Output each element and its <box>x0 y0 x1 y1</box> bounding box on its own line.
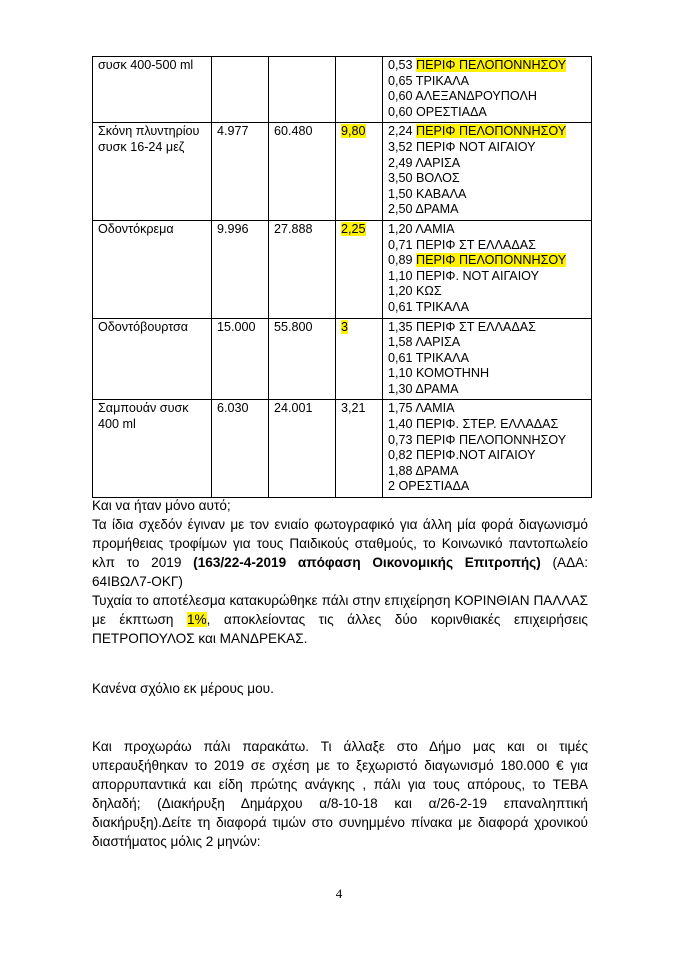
highlighted-region: ΠΕΡΙΦ ΠΕΛΟΠΟΝΝΗΣΟΥ <box>416 253 567 268</box>
committee-decision: (163/22-4-2019 απόφαση Οικονομικής Επιτροπής) <box>193 555 541 570</box>
unit-price-cell <box>336 400 383 498</box>
price-line: 1,10 ΚΟΜΟΤΗΝΗ <box>388 366 490 381</box>
quantity-cell: 9.996 <box>212 220 269 318</box>
price-line-text: 0,89 <box>388 253 417 268</box>
price-line <box>388 124 586 140</box>
price-line: 0,65 ΤΡΙΚΑΛΑ <box>388 73 469 88</box>
price-line: 1,40 ΠΕΡΙΦ. ΣΤΕΡ. ΕΛΛΑΔΑΣ <box>388 417 559 432</box>
price-list-cell <box>383 400 592 498</box>
table-body <box>93 57 592 498</box>
quantity-cell <box>212 57 269 123</box>
price-line-text: 0,53 <box>388 58 417 72</box>
price-line: 3,50 ΒΟΛΟΣ <box>388 171 460 186</box>
unit-price-highlighted: 2,25 <box>341 221 366 236</box>
value-cell: 55.800 <box>269 318 336 400</box>
price-line: 3,52 ΠΕΡΙΦ ΝΟΤ ΑΙΓΑΙΟΥ <box>388 139 536 154</box>
table-row <box>93 318 592 400</box>
price-line: 1,10 ΠΕΡΙΦ. ΝΟΤ ΑΙΓΑΙΟΥ <box>388 268 539 283</box>
price-line: 0,60 ΑΛΕΞΑΝΔΡΟΥΠΟΛΗ <box>388 89 537 104</box>
award-text-b: , αποκλείοντας τις άλλες δύο κορινθιακές επιχειρήσεις ΠΕΤΡΟΠΟΥΛΟΣ και ΜΑΝΔΡΕΚΑΣ. <box>92 612 588 646</box>
no-comment-paragraph: Κανένα σχόλιο εκ μέρους μου. <box>92 681 274 696</box>
product-cell: Σκόνη πλυντηρίου συσκ 16-24 μεζ <box>93 123 212 221</box>
award-text <box>92 591 588 648</box>
price-line: 1,30 ΔΡΑΜΑ <box>388 381 459 396</box>
price-line: 2 ΟΡΕΣΤΙΑΔΑ <box>388 479 470 494</box>
price-list-cell <box>383 220 592 318</box>
product-cell: Σαμπουάν συσκ 400 ml <box>93 400 212 498</box>
product-cell: Οδοντόβουρτσα <box>93 318 212 400</box>
price-line: 1,20 ΚΩΣ <box>388 284 442 299</box>
price-line: 0,73 ΠΕΡΙΦ ΠΕΛΟΠΟΝΝΗΣΟΥ <box>388 432 567 447</box>
price-line: 1,35 ΠΕΡΙΦ ΣΤ ΕΛΛΑΔΑΣ <box>388 319 536 334</box>
product-cell: συσκ 400-500 ml <box>93 57 212 123</box>
price-line: 1,58 ΛΑΡΙΣΑ <box>388 335 461 350</box>
price-line <box>388 253 586 269</box>
value-cell: 27.888 <box>269 220 336 318</box>
table-row <box>93 123 592 221</box>
price-line: 0,61 ΤΡΙΚΑΛΑ <box>388 299 469 314</box>
price-line: 0,60 ΟΡΕΣΤΙΑΔΑ <box>388 104 487 119</box>
price-line: 0,61 ΤΡΙΚΑΛΑ <box>388 350 469 365</box>
unit-price-cell <box>336 57 383 123</box>
award-text-a: Τυχαία το αποτέλεσμα κατακυρώθηκε πάλι στην επιχείρηση ΚΟΡΙΝΘΙΑΝ ΠΑΛΛΑΣ με έκπτωση <box>92 593 588 627</box>
table-row <box>93 220 592 318</box>
price-line: 0,82 ΠΕΡΙΦ.ΝΟΤ ΑΙΓΑΙΟΥ <box>388 448 536 463</box>
unit-price-cell <box>336 220 383 318</box>
table-row <box>93 57 592 123</box>
price-list-cell <box>383 123 592 221</box>
unit-price-highlighted: 9,80 <box>341 124 366 139</box>
tender-text-b: (ΑΔΑ: 64ΙΒΩΛ7-ΟΚΓ) <box>92 555 589 589</box>
price-line: 1,88 ΔΡΑΜΑ <box>388 463 459 478</box>
unit-price-cell <box>336 123 383 221</box>
price-increase-paragraph <box>92 737 588 851</box>
page-number: 4 <box>335 886 343 901</box>
quantity-cell: 15.000 <box>212 318 269 400</box>
value-cell: 24.001 <box>269 400 336 498</box>
price-line <box>388 58 586 74</box>
price-increase-text: Και προχωράω πάλι παρακάτω. Τι άλλαξε στο Δήμο μας και οι τιμές υπεραυξήθηκαν το 2019 σε σχέση με το ξεχωριστό διαγωνισμό 180.000 € για απορρυπαντικά και είδη πρώτης ανάγκης , πάλι για τους απόρους, το ΤΕΒΑ δηλαδή; (Διακήρυξη Δημάρχου α/8-10-18 και α/26-2-19 επαναληπτική διακήρυξη).Δείτε τη διαφορά τιμών στο συνημμένο πίνακα με διαφορά χρονικού διαστήματος μόλις 2 μηνών: <box>92 739 588 849</box>
intro-line: Και να ήταν μόνο αυτό; <box>92 498 231 513</box>
price-line: 1,50 ΚΑΒΑΛΑ <box>388 186 467 201</box>
price-list-cell <box>383 318 592 400</box>
price-line: 1,20 ΛΑΜΙΑ <box>388 221 455 236</box>
quantity-cell: 6.030 <box>212 400 269 498</box>
price-line: 2,49 ΛΑΡΙΣΑ <box>388 155 461 170</box>
unit-price-cell <box>336 318 383 400</box>
tender-text-a: Τα ίδια σχεδόν έγιναν με τον ενιαίο φωτογραφικό για άλλη μία φορά διαγωνισμό προμήθειας τροφίμων για τους Παιδικούς σταθμούς, το Κοινωνικό παντοπωλείο κλπ το 2019 <box>92 517 588 570</box>
price-list-cell <box>383 57 592 123</box>
tender-text <box>92 515 588 591</box>
price-comparison-table <box>92 56 592 498</box>
highlighted-region: ΠΕΡΙΦ ΠΕΛΟΠΟΝΝΗΣΟΥ <box>416 124 567 139</box>
price-line: 1,75 ΛΑΜΙΑ <box>388 401 455 416</box>
price-line: 2,50 ΔΡΑΜΑ <box>388 202 459 217</box>
value-cell <box>269 57 336 123</box>
price-line-text: 2,24 <box>388 124 417 139</box>
unit-price: 3,21 <box>341 401 366 416</box>
price-line: 0,71 ΠΕΡΙΦ ΣΤ ΕΛΛΑΔΑΣ <box>388 237 536 252</box>
tender-paragraph <box>92 496 588 648</box>
product-cell: Οδοντόκρεμα <box>93 220 212 318</box>
value-cell: 60.480 <box>269 123 336 221</box>
unit-price-highlighted: 3 <box>341 319 349 334</box>
highlighted-region: ΠΕΡΙΦ ΠΕΛΟΠΟΝΝΗΣΟΥ <box>416 58 567 72</box>
discount-highlight: 1% <box>186 612 207 627</box>
quantity-cell: 4.977 <box>212 123 269 221</box>
table-row <box>93 400 592 498</box>
